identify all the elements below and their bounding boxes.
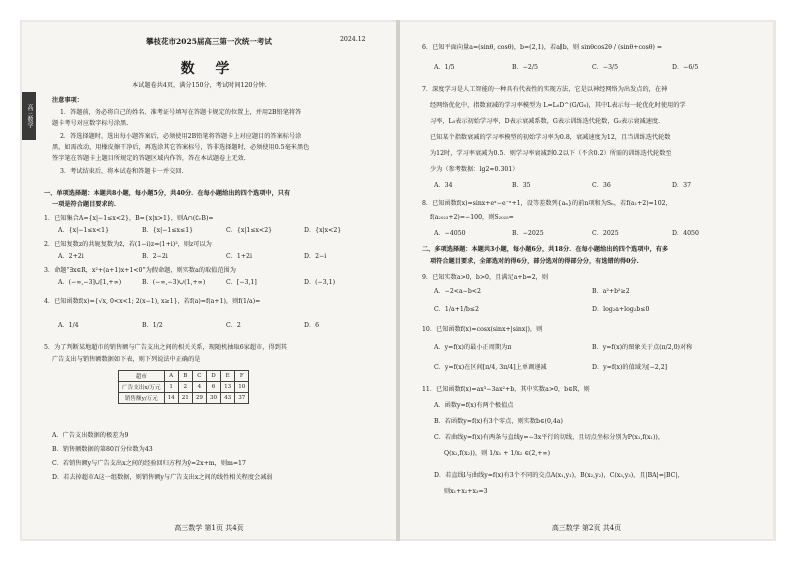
option: A．1/4	[58, 322, 79, 329]
option: A．y=f(x)的最小正周期为π	[434, 344, 512, 351]
option: A．{x|−1≤x<1}	[58, 227, 110, 234]
option: C．−3/5	[592, 64, 619, 71]
subject-title: 数 学	[180, 61, 238, 77]
option: Q(x₂,f(x₂))，则 1/x₁ + 1/x₂ ∈(2,+∞)	[444, 450, 550, 457]
table-cell: 10	[235, 382, 249, 393]
table-cell: 1	[164, 382, 178, 393]
option: B．销售额数据的第80百分位数为43	[52, 446, 153, 453]
question-7: 习率，L₀表示初始学习率，D表示衰减系数，G表示训练迭代轮数，G₀表示衰减速度.	[430, 118, 661, 125]
option: D．37	[672, 182, 692, 189]
section1-heading: 一、单项选择题：本题共8小题，每小题5分，共40分．在每小题给出的四个选项中，只有	[44, 190, 291, 197]
question-7: 经网络优化中，指数衰减的学习率模型为 L=L₀D^(G/G₀)，其中L表示每一轮优化时使用的学	[430, 102, 686, 109]
option: D．2−i	[304, 253, 327, 260]
option: D．6	[304, 322, 320, 329]
option: C．2025	[592, 230, 619, 237]
table-cell: 30	[206, 393, 220, 404]
option: C．36	[592, 182, 611, 189]
question-4: 4．已知函数f(x)={√x, 0<x<1; 2(x−1), x≥1}，若f(a)=f(a+1)，则f(1/a)=	[44, 298, 261, 305]
table-cell: B	[178, 371, 192, 382]
table-cell: 4	[192, 382, 206, 393]
option: B．y=f(x)的图象关于点(π/2,0)对称	[592, 344, 693, 351]
option: A．1/5	[434, 64, 455, 71]
question-7: 为12时，学习率衰减为0.5．则学习率衰减到0.2以下（不含0.2）所需的训练迭代轮数至	[430, 150, 672, 157]
table-cell: 37	[235, 393, 249, 404]
option: C．y=f(x)在区间[π/4, 3π/4]上单调递减	[434, 364, 547, 371]
question-2: 2．已知复数z的共轭复数为z̄，若(1−i)z=(1+i)²，则z可以为	[44, 241, 212, 248]
section1-heading: 一项是符合题目要求的.	[52, 201, 117, 208]
option: C．1/a+1/b≤2	[434, 306, 479, 313]
page-footer: 高三数学 第1页 共4页	[174, 524, 244, 532]
option: B．1/2	[142, 322, 163, 329]
exam-page-2	[400, 22, 773, 539]
option: D．若直线l与曲线y=f(x)有3个不同的交点A(x₁,y₁)，B(x₂,y₂)，C(x₃,y₃)，且|BA|=|BC|，	[434, 472, 684, 479]
question-10: 10．已知函数f(x)=cosx(sinx+|sinx|)，则	[422, 326, 543, 333]
option: C．{x|1≤x<2}	[226, 227, 273, 234]
question-8: 8．已知函数f(x)=sinx+eˣ−e⁻ˣ+1，设等差数列{aₙ}的前n项和为Sₙ，若f(a₁+2)=102，	[422, 200, 672, 207]
table-cell: 43	[221, 393, 235, 404]
note-line: 2．答选择题时，选出每小题答案后，必须使用2B铅笔将答题卡上对应题目的答案标号涂	[60, 133, 302, 140]
question-1: 1．已知集合A={x|−1≤x<2}，B={x|x>1}，则A∩(∁ᵣB)=	[44, 215, 214, 222]
option: B．若函数y=f(x)有3个零点，则实数b∈(0,4a)	[434, 418, 563, 425]
option: A．广告支出数据的极差为9	[52, 432, 129, 439]
question-3: 3．命题“∃x∈R，x²+(a+1)x+1<0”为假命题，则实数a的取值范围为	[44, 267, 236, 274]
table-cell: 销售额y/万元	[119, 393, 165, 404]
table-cell: 14	[164, 393, 178, 404]
side-tab: 高三数学	[22, 92, 36, 140]
table-row	[119, 393, 249, 404]
question-8: f(a₂₀₂₃+2)=−100，则S₂₀₂₅=	[430, 214, 514, 221]
option: B．{x|−1≤x≤1}	[142, 227, 194, 234]
option: C．2	[226, 322, 241, 329]
option: B．35	[512, 182, 531, 189]
note-line: 签字笔在答题卡上题目所规定的答题区域内作答，答在本试题卷上无效.	[52, 155, 246, 162]
note-line: 3．考试结束后，将本试卷和答题卡一并交回.	[60, 168, 184, 175]
question-9: 9．已知实数a>0，b>0，且满足a+b=2，则	[422, 274, 549, 281]
option: B．−2025	[512, 230, 544, 237]
table-cell: A	[164, 371, 178, 382]
note-line: 题卡考号对应数字标号涂黑.	[52, 120, 129, 127]
table-row	[119, 382, 249, 393]
note-line: 1．答题前，务必将自己的姓名、准考证号填写在答题卡规定的位置上，并用2B铅笔将答	[60, 109, 302, 116]
table-cell: D	[206, 371, 220, 382]
table-cell: C	[192, 371, 206, 382]
exam-page-1	[22, 22, 396, 539]
option: D．log₂a+log₂b≤0	[592, 306, 650, 313]
exam-info: 本试题卷共4页，满分150分，考试时间120分钟.	[132, 82, 267, 89]
option: D．(−3,1)	[304, 279, 336, 286]
option: C．1+2i	[226, 253, 252, 260]
option: D．若去掉超市A这一组数据，则销售额y与广告支出x之间的线性相关程度会减弱	[52, 474, 273, 481]
option: D．{x|x<2}	[304, 227, 342, 234]
question-6: 6．已知平面向量a=(sinθ, cosθ)，b=(2,1)，若a∥b，则 sinθcos2θ / (sinθ+cosθ) =	[422, 44, 663, 51]
question-5: 5．为了判断某地超市的销售额与广告支出之间的相关关系，现随机抽取6家超市，得到其	[44, 344, 287, 351]
question-7: 已知某个指数衰减的学习率模型的初始学习率为0.8，衰减速度为12，且当训练迭代轮数	[430, 134, 671, 141]
option: C．若曲线y=f(x)有两条与直线y=−3x平行的切线，且切点坐标分别为P(x₁,f(x₁))，	[434, 434, 665, 441]
table-cell: 29	[192, 393, 206, 404]
question-11: 11．已知函数f(x)=ax³−3ax²+b，其中实数a>0，b∈R，则	[422, 386, 590, 393]
note-line: 黑，如需改动，用橡皮擦干净后，再选涂其它答案标号，答非选择题时，必须使用0.5毫米黑色	[52, 144, 310, 151]
table-cell: 6	[206, 382, 220, 393]
notes-title: 注意事项：	[52, 97, 83, 104]
data-table	[118, 370, 249, 404]
option: D．−6/5	[672, 64, 699, 71]
table-cell: 21	[178, 393, 192, 404]
option: C．若销售额y与广告支出x之间的经验回归方程为ŷ=2x+m，则m=17	[52, 460, 246, 467]
option: A．−4050	[434, 230, 466, 237]
question-7: 7．深度学习是人工智能的一种具有代表性的实现方法，它是以神经网络为出发点的，在神	[422, 86, 668, 93]
option: D．y=f(x)的值域为[−2,2]	[592, 364, 668, 371]
page-footer: 高三数学 第2页 共4页	[551, 524, 622, 532]
option: A．34	[434, 182, 453, 189]
option: A．2+2i	[58, 253, 84, 260]
option: C．[−3,1]	[226, 279, 257, 286]
option: D．4050	[672, 230, 699, 237]
option: B．(−∞,−3)∪(1,+∞)	[142, 279, 206, 286]
option: A．−2<a−b<2	[434, 288, 481, 295]
table-cell: 超市	[119, 371, 165, 382]
table-row	[119, 371, 249, 382]
option: 则x₁+x₂+x₃=3	[444, 488, 488, 495]
question-7: 少为（参考数据：lg2≈0.301）	[430, 166, 519, 173]
table-cell: 2	[178, 382, 192, 393]
exam-title: 攀枝花市2025届高三第一次统一考试	[146, 37, 272, 46]
option: A．(−∞,−3]∪[1,+∞)	[58, 279, 122, 286]
option: A．函数y=f(x)有两个极值点	[434, 402, 514, 409]
table-cell: 13	[221, 382, 235, 393]
table-cell: E	[221, 371, 235, 382]
section2-heading: 项符合题目要求，全部选对的得6分，部分选对的得部分分，有选错的得0分.	[430, 258, 639, 265]
exam-date: 2024.12	[340, 36, 366, 43]
section2-heading: 二、多项选择题：本题共3小题，每小题6分，共18分．在每小题给出的四个选项中，有多	[422, 246, 669, 253]
table-cell: 广告支出x/万元	[119, 382, 165, 393]
table-cell: F	[235, 371, 249, 382]
question-5: 广告支出与销售额数据如下表，则下列说法中正确的是	[52, 356, 201, 363]
option: B．−2/5	[512, 64, 538, 71]
option: B．2−2i	[142, 253, 168, 260]
option: B．a²+b²≥2	[592, 288, 630, 295]
